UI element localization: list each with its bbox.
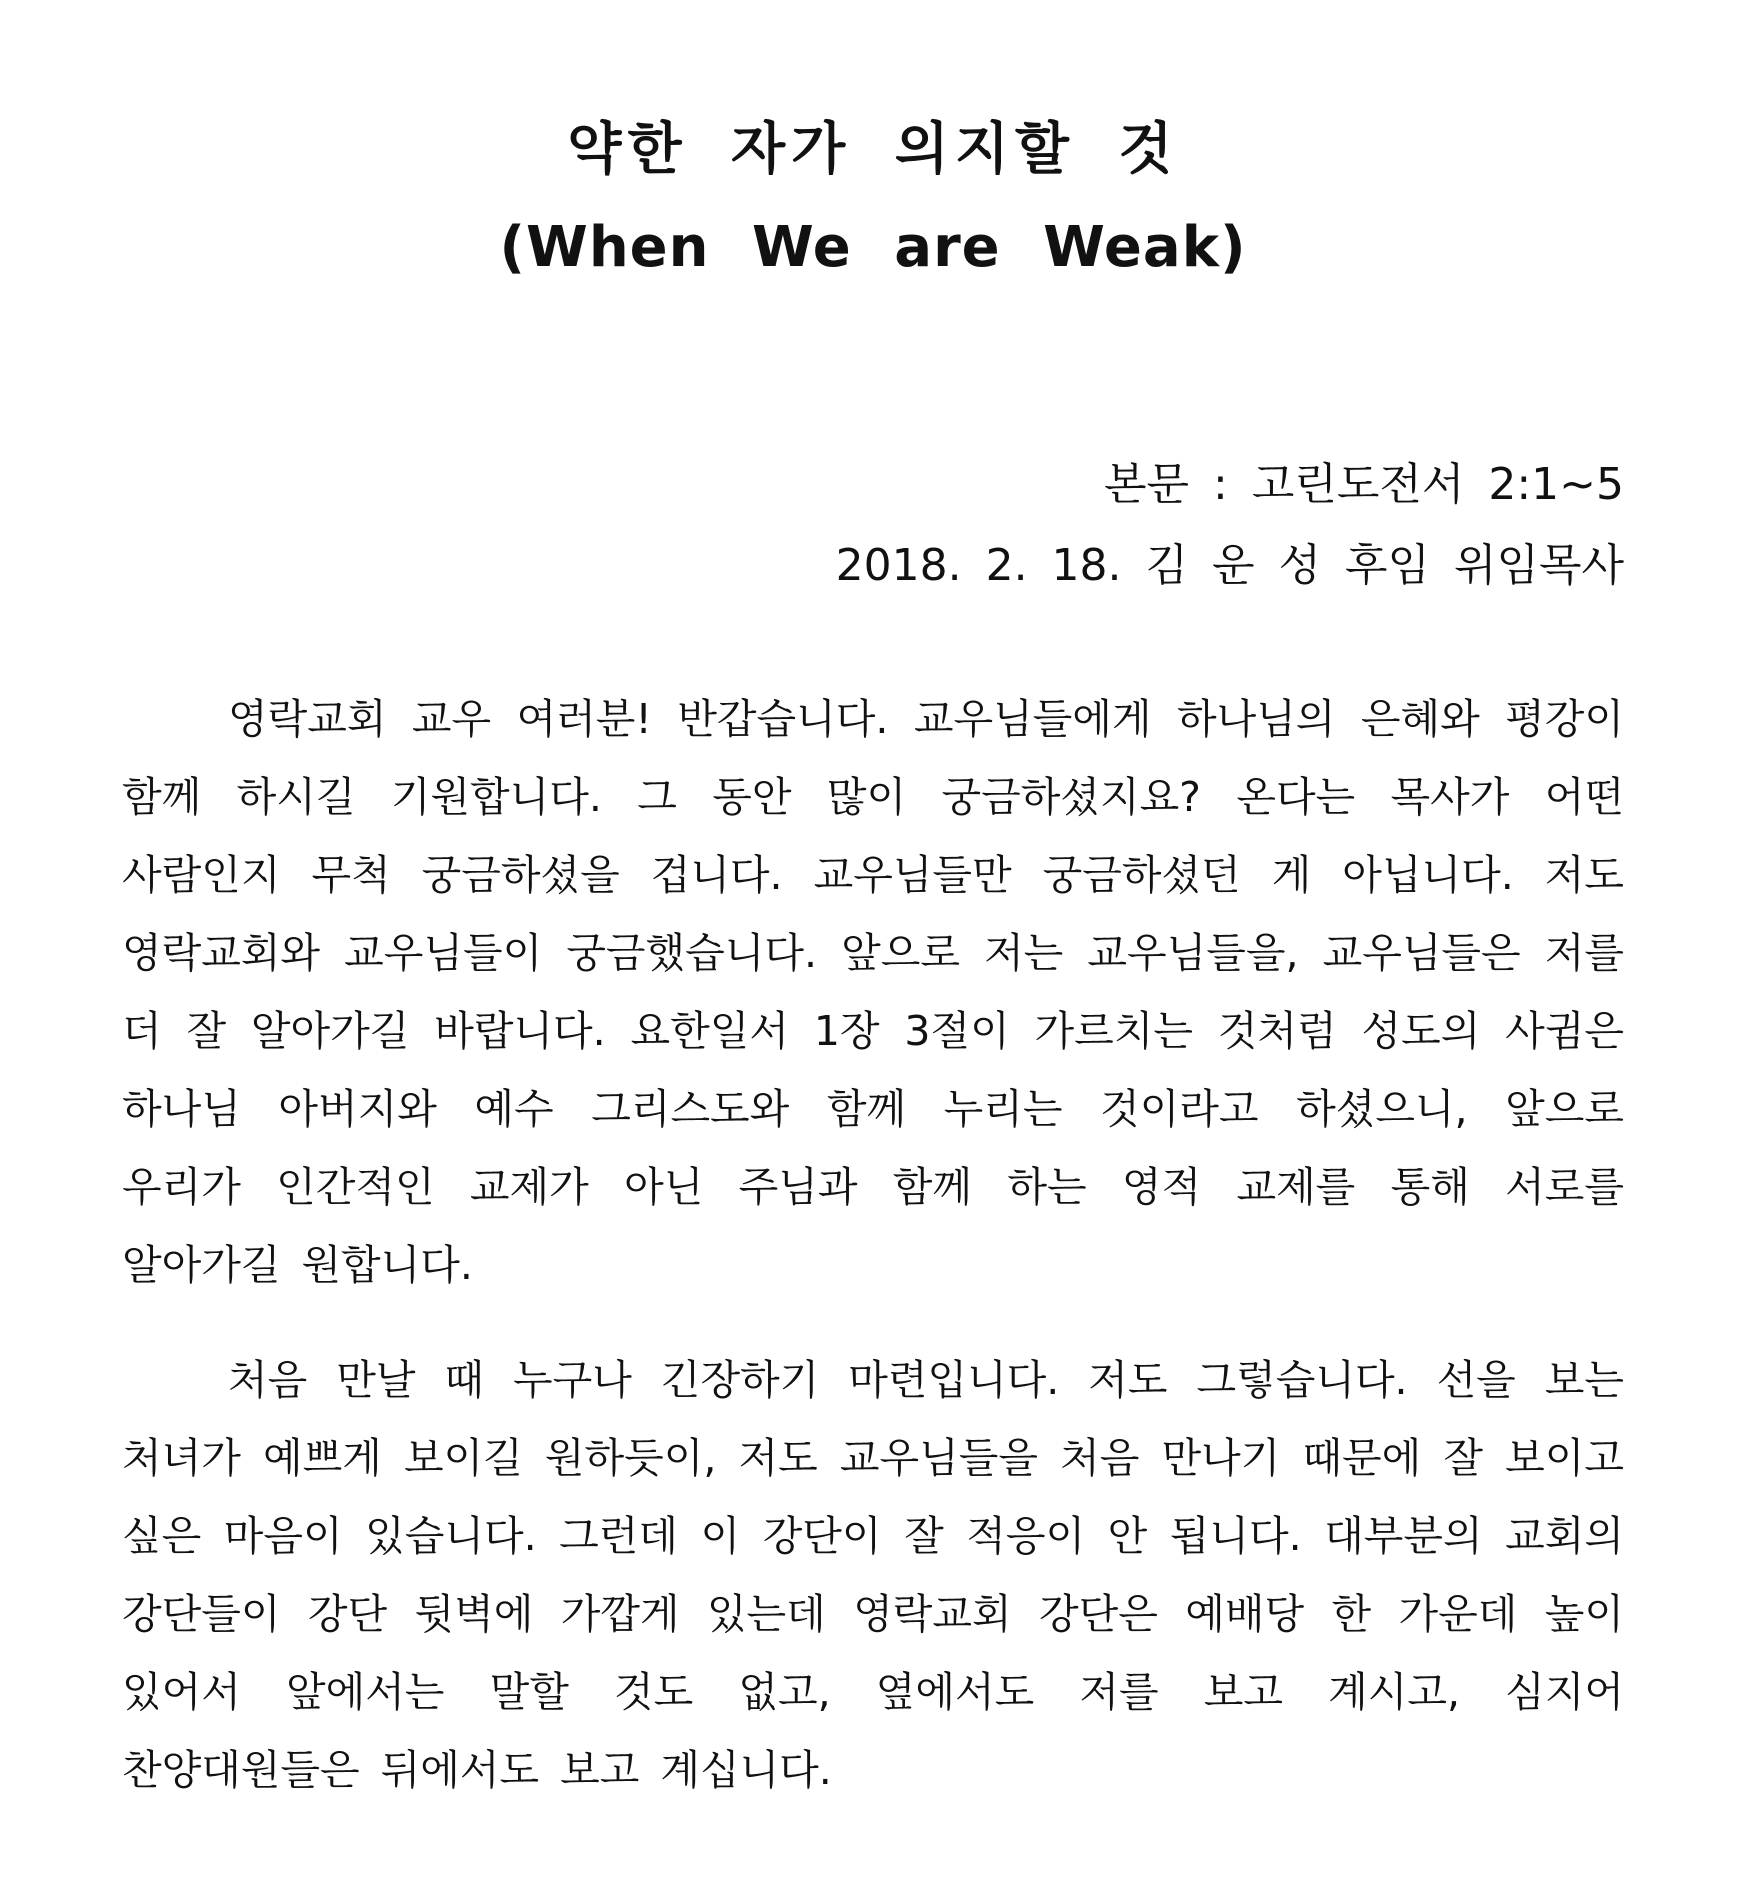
sermon-subtitle: (When We are Weak) bbox=[499, 215, 1247, 280]
body-paragraph: 처음 만날 때 누구나 긴장하기 마련입니다. 저도 그렇습니다. 선을 보는 처녀가 예쁘게 보이길 원하듯이, 저도 교우님들을 처음 만나기 때문에 잘 보이고 싶은 마음이 있습니다. 그런데 이 강단이 잘 적응이 안 됩니다. 대부분의 교회의 강단들이 강단 뒷벽에 가깝게 있는데 영락교회 강단은 예배당 한 가운데 높이 있어서 앞에서는 말할 것도 없고, 옆에서도 저를 보고 계시고, 심지어 찬양대원들은 뒤에서도 보고 계십니다. bbox=[122, 1356, 1624, 1794]
date-and-preacher: 2018. 2. 18. 김 운 성 후임 위임목사 bbox=[835, 540, 1624, 591]
body-paragraph: 영락교회 교우 여러분! 반갑습니다. 교우님들에게 하나님의 은혜와 평강이 함께 하시길 기원합니다. 그 동안 많이 궁금하셨지요? 온다는 목사가 어떤 사람인지 무척 궁금하셨을 겁니다. 교우님들만 궁금하셨던 게 아닙니다. 저도 영락교회와 교우님들이 궁금했습니다. 앞으로 저는 교우님들을, 교우님들은 저를 더 잘 알아가길 바랍니다. 요한일서 1장 3절이 가르치는 것처럼 성도의 사귐은 하나님 아버지와 예수 그리스도와 함께 누리는 것이라고 하셨으니, 앞으로 우리가 인간적인 교제가 아닌 주님과 함께 하는 영적 교제를 통해 서로를 알아가길 원합니다. bbox=[122, 695, 1624, 1289]
scripture-reference: 본문 : 고린도전서 2:1~5 bbox=[1104, 459, 1624, 510]
sermon-title: 약한 자가 의지할 것 bbox=[567, 117, 1179, 182]
